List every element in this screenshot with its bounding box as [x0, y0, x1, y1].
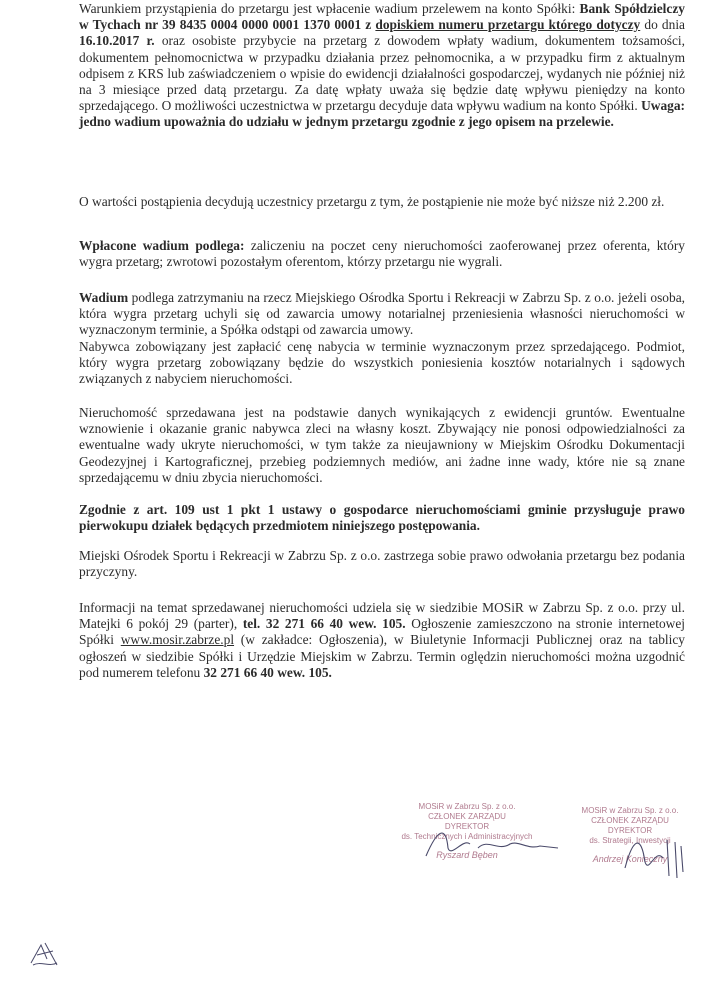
- text: Warunkiem przystąpienia do przetargu jest wpłacenie wadium przelewem na konto Spółki:: [79, 1, 580, 16]
- lead: Wpłacone wadium podlega:: [79, 238, 245, 253]
- text: oraz osobiste przybycie na przetarg z dowodem wpłaty wadium, dokumentem tożsamości, dokumentem pełnomocnictwa w przypadku działania przez pełnomocnika, a w przypadku firm z aktualnym odpisem z KRS lub zaświadczeniem o wpisie do ewidencji działalności gospodarczej, wydanych nie później niż na 3 miesiące przed datą przetargu. Za datę wpłaty uważa się będzie datę wpływu pieniędzy na konto sprzedającego. O możliwości uczestnictwa w przetargu decyduje data wpływu wadium na konto Spółki.: [79, 33, 685, 114]
- paragraph-preemption-right: Zgodnie z art. 109 ust 1 pkt 1 ustawy o gospodarce nieruchomościami gminie przysługuje prawo pierwokupu działek będących przedmiotem niniejszego postępowania.: [79, 502, 685, 534]
- signature-right: [615, 828, 695, 883]
- paragraph-wadium-conditions: [79, 1, 685, 131]
- paragraph-wadium-forfeit: [79, 290, 685, 387]
- paragraph-contact-info: [79, 600, 685, 681]
- stamp-line: DYREKTOR: [607, 826, 653, 835]
- stamp-line: CZŁONEK ZARZĄDU: [591, 816, 669, 825]
- text: Informacji na temat sprzedawanej nieruchomości udziela się w siedzibie MOSiR w Zabrzu Sp. z o.o. przy ul. Matejki 6 pokój 29 (parter),: [79, 600, 685, 632]
- warning-note: Uwaga: jedno wadium upoważnia do udziału w jednym przetargu zgodnie z jego opisem na przelewie.: [79, 98, 685, 130]
- initials-mark: [27, 935, 61, 971]
- stamp-line: MOSiR w Zabrzu Sp. z o.o.: [418, 802, 516, 811]
- website-link[interactable]: www.mosir.zabrze.pl: [120, 632, 235, 648]
- stamp-line: ds. Technicznych i Administracyjnych: [401, 832, 533, 841]
- signature-left: [418, 818, 568, 868]
- text: (w zakładce: Ogłoszenia), w Biuletynie Informacji Publicznej oraz na tablicy ogłoszeń w siedzibie Spółki i Urzędzie Miejskim w Zabrzu. Termin oględzin nieruchomości można uzgodnić pod numerem telefonu: [79, 632, 686, 680]
- stamp-line: ds. Strategii, Inwestycji: [589, 836, 671, 845]
- stamp-name: Andrzej Konieczny: [592, 854, 668, 864]
- text: zaliczeniu na poczet ceny nieruchomości zaoferowanej przez oferenta, który wygra przetarg; zwrotowi pozostałym oferentom, którzy przetargu nie wygrali.: [79, 238, 685, 270]
- stamp-line: DYREKTOR: [444, 822, 490, 831]
- deadline-date: 16.10.2017 r.: [79, 33, 155, 49]
- transfer-note: dopiskiem numeru przetargu którego dotyczy: [375, 17, 641, 33]
- stamp-name: Ryszard Bęben: [436, 850, 498, 860]
- text: do dnia: [640, 17, 685, 33]
- stamp-line: MOSiR w Zabrzu Sp. z o.o.: [581, 806, 679, 815]
- paragraph-property-basis: Nieruchomość sprzedawana jest na podstawie danych wynikających z ewidencji gruntów. Ewentualne wznowienie i okazanie granic nabywca zleci na własny koszt. Zbywający nie ponosi odpowiedzialności za ewentualne wady ukryte nieruchomości, w tym także za nieujawniony w Miejskim Ośrodku Dokumentacji Geodezyjnej i Kartograficznej, przebieg podziemnych mediów, ani żadne inne wady, które nie są znane sprzedającemu w dniu zbycia nieruchomości.: [79, 405, 685, 485]
- stamp-line: CZŁONEK ZARZĄDU: [428, 812, 506, 821]
- paragraph-bid-increment: O wartości postąpienia decydują uczestnicy przetargu z tym, że postąpienie nie może być niższe niż 2.200 zł.: [79, 194, 665, 209]
- paragraph-wadium-settlement: [79, 238, 685, 270]
- phone-number: tel. 32 271 66 40 wew. 105.: [242, 616, 406, 632]
- bank-account: Bank Spółdzielczy w Tychach nr 39 8435 0004 0000 0001 1370 0001 z: [79, 1, 685, 33]
- lead: Wadium: [79, 290, 129, 305]
- text: Ogłoszenie zamieszczono na stronie internetowej Spółki: [79, 616, 686, 648]
- paragraph-cancellation: Miejski Ośrodek Sportu i Rekreacji w Zabrzu Sp. z o.o. zastrzega sobie prawo odwołania przetargu bez podania przyczyny.: [79, 548, 685, 580]
- phone-number: 32 271 66 40 wew. 105.: [203, 664, 332, 680]
- text: Nabywca zobowiązany jest zapłacić cenę nabycia w terminie wyznaczonym przez sprzedającego. Podmiot, który wygra przetarg zobowiązany będzie do wszystkich poniesienia kosztów notarialnych i sądowych związanych z nabyciem nieruchomości.: [79, 338, 685, 387]
- text: podlega zatrzymaniu na rzecz Miejskiego Ośrodka Sportu i Rekreacji w Zabrzu Sp. z o.o. jeżeli osoba, która wygra przetarg uchyli się od zawarcia umowy notarialnej przeniesienia własności nieruchomości w wyznaczonym terminie, a Spółka odstąpi od zawarcia umowy.: [79, 290, 685, 338]
